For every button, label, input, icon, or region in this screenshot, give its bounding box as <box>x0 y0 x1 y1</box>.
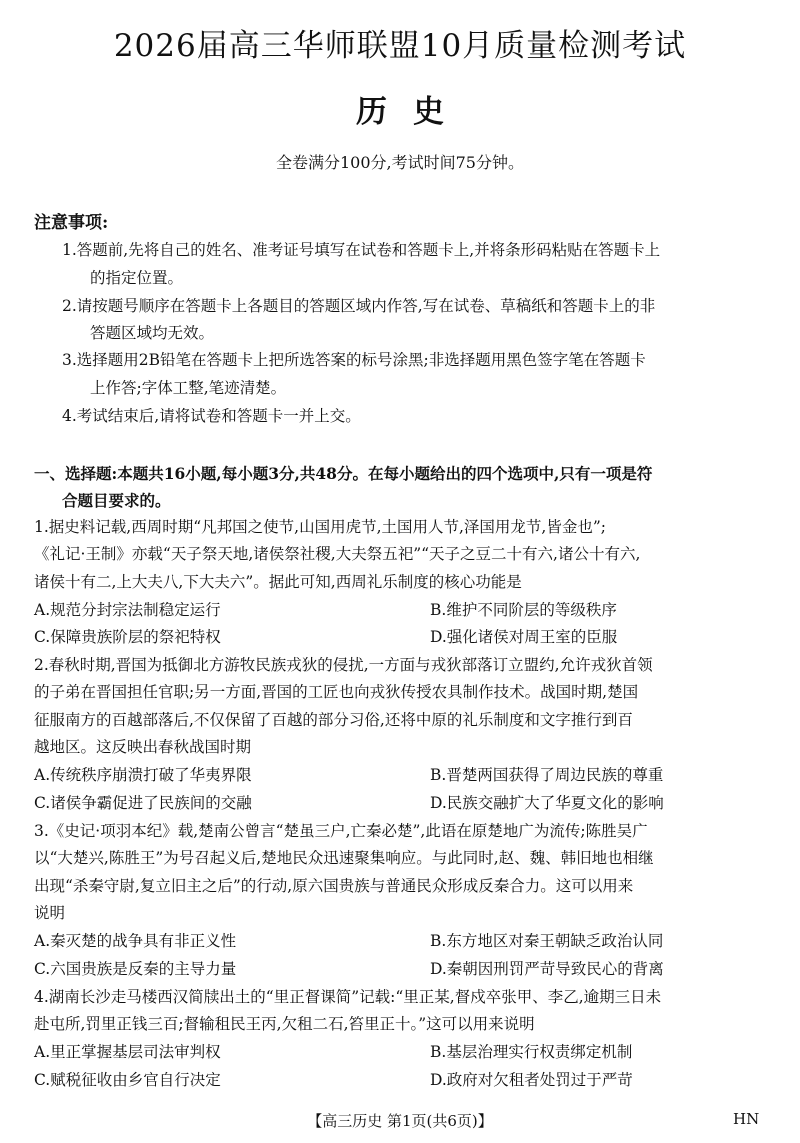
q4-option-b: B.基层治理实行权责绑定机制 <box>430 1043 633 1061</box>
q1-stem: 《礼记·王制》亦载“天子祭天地,诸侯祭社稷,大夫祭五祀”“天子之豆二十有六,诸公十有六, <box>34 545 641 563</box>
notice-line: 4.考试结束后,请将试卷和答题卡一并上交。 <box>62 407 361 425</box>
exam-title: 2026届高三华师联盟10月质量检测考试 <box>113 28 687 64</box>
page-footer: 【高三历史 第1页(共6页)】 <box>307 1112 493 1130</box>
q1-option-a: A.规范分封宗法制稳定运行 <box>34 601 221 619</box>
q1-option-b: B.维护不同阶层的等级秩序 <box>430 601 617 619</box>
section-heading-cont: 合题目要求的。 <box>62 491 171 510</box>
notice-line: 2.请按题号顺序在答题卡上各题目的答题区域内作答,写在试卷、草稿纸和答题卡上的非 <box>62 297 656 315</box>
q2-option-b: B.晋楚两国获得了周边民族的尊重 <box>430 766 664 784</box>
q2-stem: 越地区。这反映出春秋战国时期 <box>34 738 252 756</box>
region-code: HN <box>733 1110 760 1128</box>
notice-line: 上作答;字体工整,笔迹清楚。 <box>90 379 287 397</box>
q1-option-c: C.保障贵族阶层的祭祀特权 <box>34 628 221 646</box>
q2-option-a: A.传统秩序崩溃打破了华夷界限 <box>34 766 252 784</box>
exam-info: 全卷满分100分,考试时间75分钟。 <box>276 153 524 172</box>
q4-option-c: C.赋税征收由乡官自行决定 <box>34 1071 221 1089</box>
q4-stem: 4.湖南长沙走马楼西汉简牍出土的“里正督课简”记载:“里正某,督戍卒张甲、李乙,逾期三日未 <box>34 988 662 1006</box>
q2-option-c: C.诸侯争霸促进了民族间的交融 <box>34 794 252 812</box>
q2-stem: 2.春秋时期,晋国为抵御北方游牧民族戎狄的侵扰,一方面与戎狄部落订立盟约,允许戎狄首领 <box>34 656 653 674</box>
q3-option-c: C.六国贵族是反秦的主导力量 <box>34 960 237 978</box>
notice-line: 1.答题前,先将自己的姓名、准考证号填写在试卷和答题卡上,并将条形码粘贴在答题卡上 <box>62 241 661 259</box>
q3-stem: 出现“杀秦守尉,复立旧主之后”的行动,原六国贵族与普通民众形成反秦合力。这可以用来 <box>34 877 634 895</box>
q4-option-d: D.政府对欠租者处罚过于严苛 <box>430 1071 633 1089</box>
q1-stem: 1.据史料记载,西周时期“凡邦国之使节,山国用虎节,土国用人节,泽国用龙节,皆金也”; <box>34 518 606 536</box>
notice-heading: 注意事项: <box>34 213 109 233</box>
q1-option-d: D.强化诸侯对周王室的臣服 <box>430 628 618 646</box>
q3-stem: 说明 <box>34 904 66 922</box>
q3-stem: 3.《史记·项羽本纪》载,楚南公曾言“楚虽三户,亡秦必楚”,此语在原楚地广为流传;陈胜吴广 <box>34 822 648 840</box>
subject-title: 历史 <box>356 94 470 130</box>
q3-option-a: A.秦灭楚的战争具有非正义性 <box>34 932 237 950</box>
q3-stem: 以“大楚兴,陈胜王”为号召起义后,楚地民众迅速聚集响应。与此同时,赵、魏、韩旧地也相继 <box>34 849 654 867</box>
q2-option-d: D.民族交融扩大了华夏文化的影响 <box>430 794 664 812</box>
q2-stem: 的子弟在晋国担任官职;另一方面,晋国的工匠也向戎狄传授农具制作技术。战国时期,楚国 <box>34 683 639 701</box>
q3-option-d: D.秦朝因刑罚严苛导致民心的背离 <box>430 960 664 978</box>
section-heading: 一、选择题:本题共16小题,每小题3分,共48分。在每小题给出的四个选项中,只有一项是符 <box>34 464 653 483</box>
q4-option-a: A.里正掌握基层司法审判权 <box>34 1043 221 1061</box>
notice-line: 的指定位置。 <box>90 269 184 287</box>
q2-stem: 征服南方的百越部落后,不仅保留了百越的部分习俗,还将中原的礼乐制度和文字推行到百 <box>34 711 633 729</box>
q1-stem: 诸侯十有二,上大夫八,下大夫六”。据此可知,西周礼乐制度的核心功能是 <box>34 573 522 591</box>
q3-option-b: B.东方地区对秦王朝缺乏政治认同 <box>430 932 664 950</box>
q4-stem: 赴屯所,罚里正钱三百;督输租民王丙,欠租二石,笞里正十。”这可以用来说明 <box>34 1015 535 1033</box>
notice-line: 3.选择题用2B铅笔在答题卡上把所选答案的标号涂黑;非选择题用黑色签字笔在答题卡 <box>62 351 646 369</box>
notice-line: 答题区域均无效。 <box>90 324 215 342</box>
